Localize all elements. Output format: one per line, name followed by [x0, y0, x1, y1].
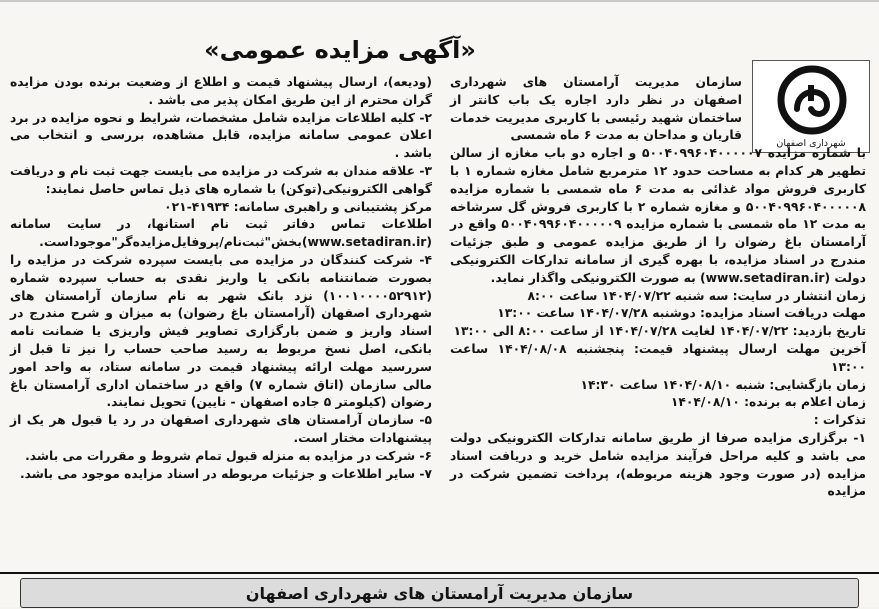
note-6: ۶- شرکت در مزایده به منزله قبول تمام شروط و مقررات می باشد.: [25, 448, 432, 463]
intro-paragraph: سازمان مدیریت آرامستان های شهرداری اصفهان در نظر دارد اجاره یک باب کانتر از ساختمان شهید رئیسی با کاربری مدیریت خدمات قاریان و مداحان به مدت ۶ ماه شمسی: [450, 75, 742, 143]
note-7: ۷- سایر اطلاعات و جزئیات مربوطه در اسناد مزایده موجود می باشد.: [19, 466, 432, 481]
note-1-continued: (ودیعه)، ارسال پیشنهاد قیمت و اطلاع از وضعیت برنده بودن مزایده گران محترم از این طریق امکان پذیر می باشد .: [10, 75, 432, 107]
registration-info: اطلاعات تماس دفاتر ثبت نام استانها، در سایت سامانه (www.setadiran.ir)بخش"ثبت‌نام/پروفایل‌مزایده‌گر"موجوداست.: [10, 217, 432, 250]
note-3: ۳- علاقه مندان به شرکت در مزایده می بایست جهت ثبت نام و دریافت گواهی الکترونیکی(توکن) با شماره های ذیل تماس حاصل نمایند:: [10, 163, 432, 196]
schedule-visit: تاریخ بازدید: ۱۴۰۴/۰۷/۲۲ لغایت ۱۴۰۴/۰۷/۲۸ از ساعت ۸:۰۰ الی ۱۳:۰۰: [453, 324, 866, 339]
schedule-documents-deadline: مهلت دریافت اسناد مزایده: دوشنبه ۱۴۰۴/۰۷/۲۸ ساعت ۱۳:۰۰: [497, 306, 866, 321]
schedule-published: زمان انتشار در سایت: سه شنبه ۱۴۰۴/۰۷/۲۲ ساعت ۸:۰۰: [527, 288, 866, 303]
ad-title: «آگهی مزایده عمومی»: [204, 36, 476, 64]
schedule-opening: زمان بازگشایی: شنبه ۱۴۰۴/۰۸/۱۰ ساعت ۱۴:۳۰: [580, 377, 866, 392]
note-5: ۵- سازمان آرامستان های شهرداری اصفهان در رد یا قبول هر یک از پیشنهادات مختار است.: [10, 413, 432, 445]
schedule-winner: زمان اعلام به برنده: ۱۴۰۴/۰۸/۱۰: [670, 395, 866, 410]
logo-caption: شهرداری اصفهان: [776, 138, 846, 149]
right-column: [450, 74, 866, 501]
notes-heading: تذکرات :: [813, 413, 866, 428]
note-1: ۱- برگزاری مزایده صرفا از طریق سامانه تدارکات الکترونیکی دولت می باشد و کلیه مراحل فرآیند مزایده شامل خرید و دریافت اسناد مزایده (در صورت وجود هزینه مربوطه)، پرداخت تضمین شرکت در مزایده: [450, 430, 866, 499]
note-2: ۲- کلیه اطلاعات مزایده شامل مشخصات، شرایط و نحوه مزایده در برد اعلان عمومی سامانه مزایده، قابل مشاهده، بررسی و انتخاب می باشد .: [10, 110, 432, 161]
note-4: ۴- شرکت کنندگان در مزایده می بایست سپرده شرکت در مزایده را بصورت ضمانتنامه بانکی یا واریز نقدی به حساب سپرده شماره (۱۰۰۱۰۰۰۰۵۲۹۱۲) نزد بانک شهر به نام سازمان آرامستان های شهرداری اصفهان (آرامستان باغ رضوان) به میزان و شرح مندرج در اسناد واریز و ضمن بارگزاری تصاویر فیش واریزی یا ضمانت نامه بانکی، اصل نسخ مربوط به رسید صاحب حساب را نیز تا قبل از سررسید مهلت ارائه پیشنهاد قیمت در سامانه ستاد، به واحد امور مالی سازمان (اتاق شماره ۷) واقع در ساختمان اداری آرامستان باغ رضوان (کیلومتر ۵ جاده اصفهان - نایین) تحویل نمایند.: [10, 252, 432, 410]
schedule-bid-deadline: آخرین مهلت ارسال پیشنهاد قیمت: پنجشنبه ۱۴۰۴/۰۸/۰۸ ساعت ۱۳:۰۰: [450, 341, 866, 374]
left-column: [10, 74, 432, 483]
auction-description: با شماره مزایده ۵۰۰۴۰۹۹۶۰۴۰۰۰۰۰۷ و اجاره دو باب مغازه از سالن تطهیر هر کدام به مساحت حدود ۱۲ مترمربع شامل مغازه شماره ۱ با کاربری فروش مواد غذائی به مدت ۶ ماه شمسی با شماره مزایده ۵۰۰۴۰۹۹۶۰۴۰۰۰۰۰۸ و مغازه شماره ۲ با کاربری فروش گل سرشاخه به مدت ۱۲ ماه شمسی با شماره مزایده ۵۰۰۴۰۹۹۶۰۴۰۰۰۰۰۹ واقع در آرامستان باغ رضوان را از طریق مزایده عمومی و طبق جزئیات مندرج در اسناد مزایده، با بهره گیری از سامانه تدارکات الکترونیکی دولت (www.setadiran.ir) به صورت الکترونیکی واگذار نماید.: [450, 146, 867, 285]
footer: [0, 572, 879, 609]
support-contact: مرکز پشتیبانی و راهبری سامانه: ۴۱۹۳۴-۰۲۱: [164, 199, 432, 214]
footer-organization: سازمان مدیریت آرامستان های شهرداری اصفهان: [20, 578, 859, 608]
